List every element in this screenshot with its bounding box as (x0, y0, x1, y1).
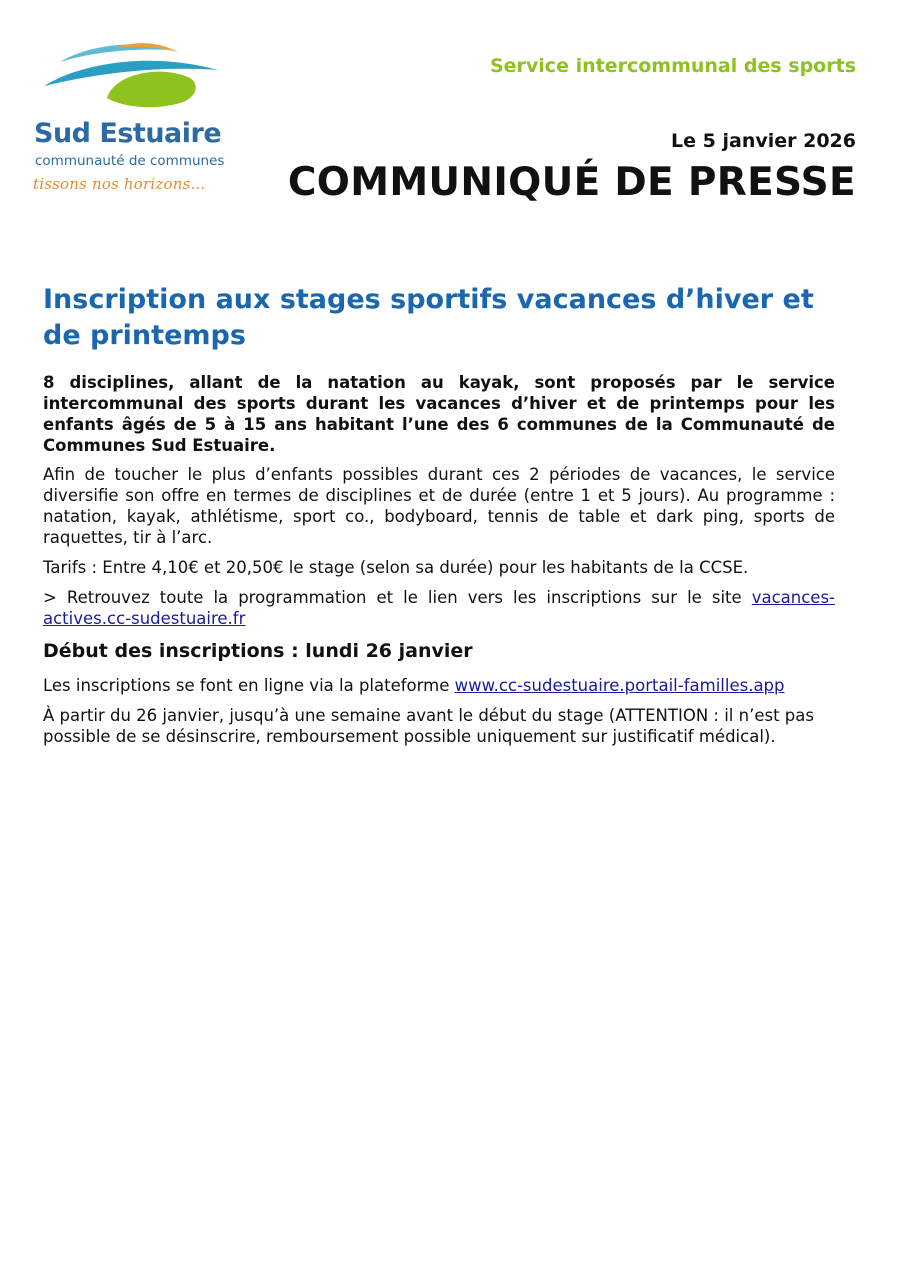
registration-terms-paragraph: À partir du 26 janvier, jusqu’à une semaine avant le début du stage (ATTENTION : il n’est pas possible de se désinscrire, remboursement possible uniquement sur justificatif médical). (43, 706, 814, 746)
logo (32, 40, 237, 200)
program-link-text: > Retrouvez toute la programmation et le lien vers les inscriptions sur le site (43, 588, 752, 607)
program-site-link[interactable]: vacances-actives.cc-sudestuaire.fr (43, 588, 835, 628)
registration-paragraph (43, 675, 835, 696)
pricing-paragraph: Tarifs : Entre 4,10€ et 20,50€ le stage (selon sa durée) pour les habitants de la CCSE. (43, 558, 749, 577)
press-date: Le 5 janvier 2026 (671, 130, 856, 152)
lead-paragraph: 8 disciplines, allant de la natation au kayak, sont proposés par le service intercommunal des sports durant les vacances d’hiver et de printemps pour les enfants âgés de 5 à 15 ans habitant l’une des 6 communes de la Communauté de Communes Sud Estuaire. (43, 373, 835, 455)
logo-name: Sud Estuaire (34, 118, 222, 149)
registration-text: Les inscriptions se font en ligne via la plateforme (43, 676, 455, 695)
logo-subtitle: communauté de communes (35, 153, 225, 169)
article-body (43, 282, 835, 756)
logo-emblem (32, 40, 232, 110)
registration-platform-link[interactable]: www.cc-sudestuaire.portail-familles.app (454, 676, 785, 695)
article-title: Inscription aux stages sportifs vacances d’hiver et de printemps (43, 284, 814, 351)
logo-tagline: tissons nos horizons... (33, 175, 206, 193)
service-name: Service intercommunal des sports (489, 55, 856, 77)
document-type-heading: COMMUNIQUÉ DE PRESSE (287, 160, 856, 205)
program-paragraph: Afin de toucher le plus d’enfants possibles durant ces 2 périodes de vacances, le service diversifie son offre en termes de disciplines et de durée (entre 1 et 5 jours). Au programme : natation, kayak, athlétisme, sport co., bodyboard, tennis de table et dark ping, sports de raquettes, tir à l’arc. (43, 465, 835, 547)
program-link-paragraph (43, 587, 835, 629)
registration-start-heading: Début des inscriptions : lundi 26 janvier (43, 640, 473, 662)
